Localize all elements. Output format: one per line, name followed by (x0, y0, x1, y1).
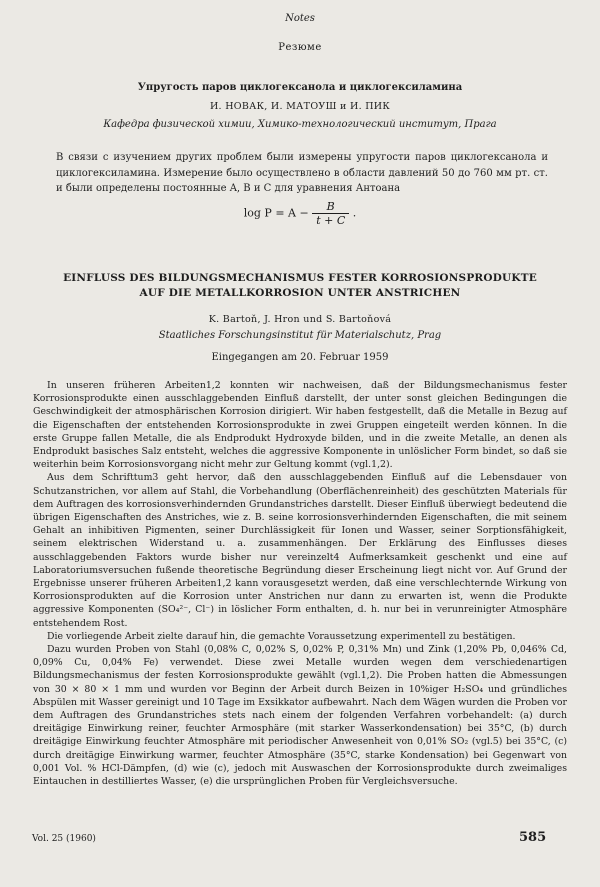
article-title-line-2: AUF DIE METALLKORROSION UNTER ANSTRICHEN (139, 287, 461, 299)
page-number: 585 (519, 830, 547, 845)
russian-affiliation: Кафедра физической химии, Химико-технологический институт, Прага (103, 119, 497, 130)
footer-volume: Vol. 25 (1960) (32, 834, 96, 844)
article-title (0, 271, 600, 301)
article-body (33, 379, 567, 788)
formula-numerator: B (312, 200, 349, 214)
formula-end: . (352, 206, 357, 220)
received-date: Eingegangen am 20. Februar 1959 (211, 352, 389, 363)
russian-authors: И. НОВАК, И. МАТОУШ и И. ПИК (209, 101, 391, 112)
running-head: Notes (285, 13, 315, 24)
formula-denominator: t + C (316, 214, 346, 227)
russian-abstract: В связи с изучением других проблем были измерены упругости паров циклогексанола и циклогексиламина. Измерение было осуществлено в области давлений 50 до 760 мм рт. ст. и были определены постоянные A, B и C для уравнения Антоана (56, 152, 548, 194)
body-paragraph: Die vorliegende Arbeit zielte darauf hin, die gemachte Voraussetzung experimentell zu bestätigen. (47, 630, 516, 642)
formula-fraction (312, 200, 349, 227)
antoine-equation (0, 200, 600, 227)
article-title-line-1: EINFLUSS DES BILDUNGSMECHANISMUS FESTER KORROSIONSPRODUKTE (63, 272, 537, 284)
russian-title: Упругость паров циклогексанола и циклогексиламина (137, 82, 463, 93)
body-paragraph: In unseren früheren Arbeiten1,2 konnten wir nachweisen, daß der Bildungsmechanismus fester Korrosionsprodukte einen ausschlaggebenden Einfluß darstellt, der unter sonst gleichen Bedingungen die Geschwindigkeit der atmosphärischen Korrosion dirigiert. Wir haben festgestellt, daß die Metalle in Bezug auf die Eigenschaften der entstehenden Korrosionsprodukte in zwei Gruppen eingeteilt werden können. In die erste Gruppe fallen Metalle, die als Endprodukt Hydroxyde bilden, und in die zweite Metalle, an denen als Endprodukt basisches Salz entsteht, welches die aggressive Komponente in unlöslicher Form bindet, so daß sie weiterhin beim Korrosionsvorgang nicht mehr zur Geltung kommt (vgl.1,2). (33, 380, 567, 471)
body-paragraph: Dazu wurden Proben von Stahl (0,08% C, 0,02% S, 0,02% P, 0,31% Mn) und Zink (1,20% Pb, 0,046% Cd, 0,09% Cu, 0,04% Fe) verwendet. Diese zwei Metalle wurden wegen dem verschiedenartigen Bildungsmechanismus der festen Korrosionsprodukte gewählt (vgl.1,2). Die Proben hatten die Abmessungen von 30 × 80 × 1 mm und wurden vor Beginn der Arbeit durch Beizen in 10%iger H₂SO₄ und gründliches Abspülen mit Wasser gereinigt und 10 Tage im Exsikkator aufbewahrt. Nach dem Wägen wurden die Proben vor dem Auftragen des Grundanstriches stets nach einem der folgenden Verfahren vorbehandelt: (a) durch dreitägige Einwirkung reiner, feuchter Armosphäre (mit starker Wasserkondensation) bei 35°C, (b) durch dreitägige Einwirkung feuchter Atmosphäre mit periodischer Anwesenheit von 0,01% SO₂ (vgl.5) bei 35°C, (c) durch dreitägige Einwirkung warmer, feuchter Atmosphäre (35°C, starke Kondensation) bei Gegenwart von 0,001 Vol. % HCl-Dämpfen, (d) wie (c), jedoch mit Auswaschen der Korrosionsprodukte durch zweimaliges Eintauchen in destilliertes Wasser, (e) die ursprünglichen Proben für Vergleichsversuche. (33, 644, 567, 788)
resume-heading: Резюме (278, 42, 322, 53)
formula-lhs: log P = A − (243, 206, 309, 220)
body-paragraph: Aus dem Schrifttum3 geht hervor, daß den ausschlaggebenden Einfluß auf die Lebensdauer von Schutzanstrichen, vor allem auf Stahl, die Vorbehandlung (Oberflächenreinheit) des geschützten Materials für dem Auftragen des korrosionsverhindernden Grundanstriches darstellt. Dieser Einfluß überwiegt bedeutend die übrigen Eigenschaften des Anstriches, wie z. B. seine korrosionsverhindernden Eigenschaften, die mit seinem Gehalt an inhibitiven Pigmenten, seiner Durchlässigkeit für Ionen und Wasser, seiner Sorptionsfähigkeit, seinem elektrischen Widerstand u. a. zusammenhängen. Der Erklärung des Einflusses dieses ausschlaggebenden Faktors wurde bisher nur vereinzelt4 Aufmerksamkeit geschenkt und eine auf Laboratoriumsversuchen fußende theoretische Begründung dieser Erscheinung liegt nicht vor. Auf Grund der Ergebnisse unserer früheren Arbeiten1,2 kann vorausgesetzt werden, daß eine verschlechternde Wirkung von Korrosionsprodukten auf die Korrosion unter Anstrichen nur dann zu erwarten ist, wenn die Produkte aggressive Komponenten (SO₄²⁻, Cl⁻) in löslicher Form enthalten, d. h. nur bei in verunreinigter Atmosphäre entstehendem Rost. (33, 472, 567, 629)
article-affiliation: Staatliches Forschungsinstitut für Materialschutz, Prag (158, 330, 442, 341)
article-authors: K. Bartoň, J. Hron und S. Bartoňová (208, 314, 392, 325)
